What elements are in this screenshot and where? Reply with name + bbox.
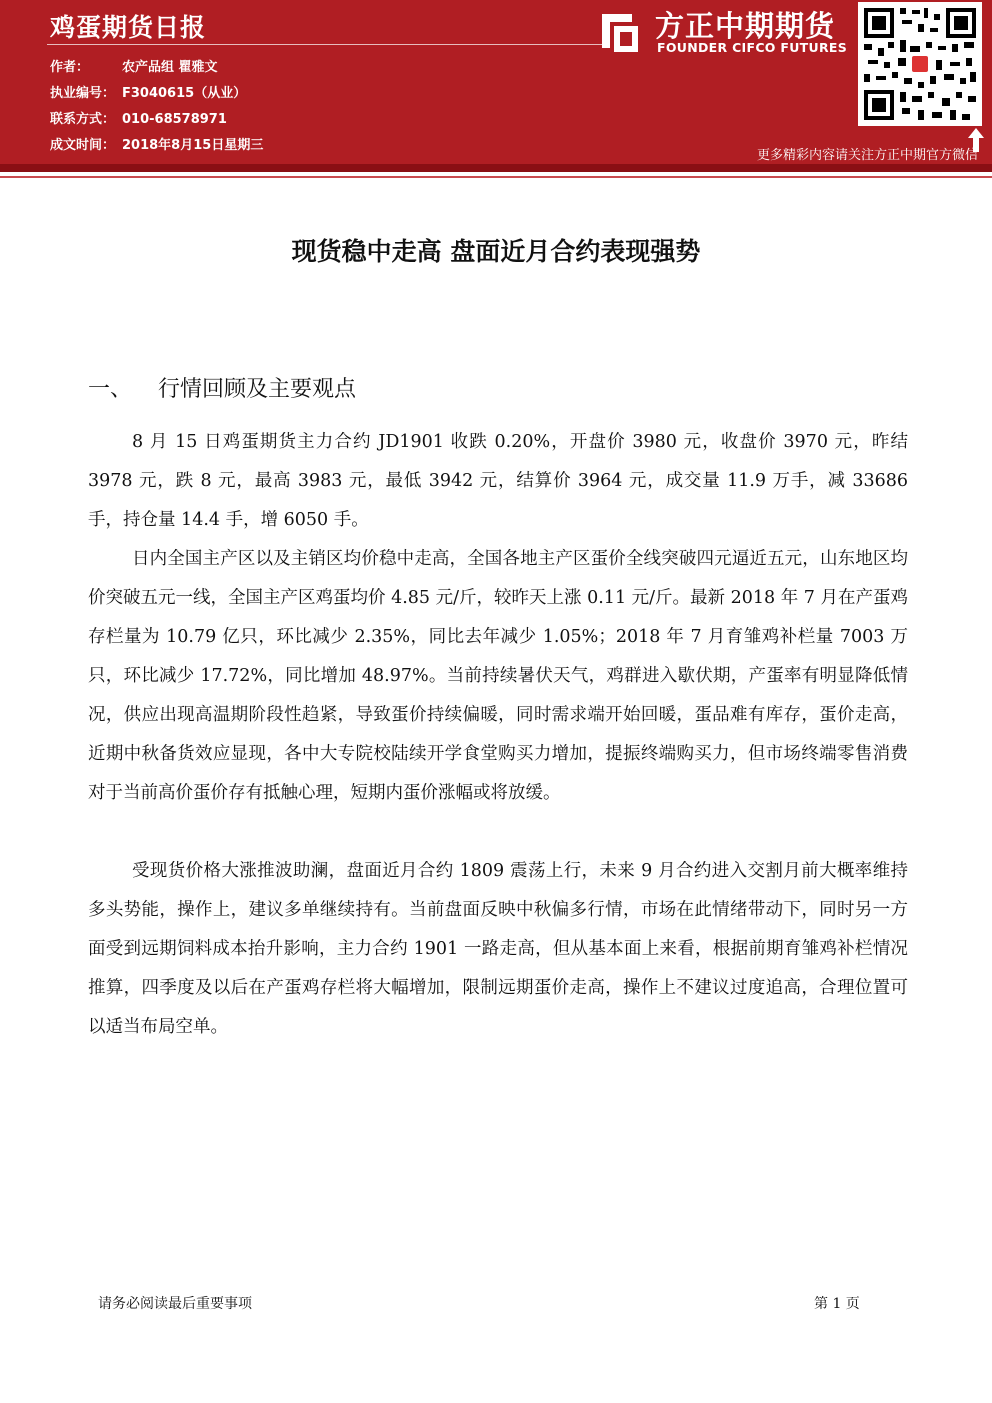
header-divider: [47, 44, 607, 45]
brand-name-cn: 方正中期期货: [655, 9, 836, 43]
meta-value: 农产品组 瞿雅文: [122, 60, 218, 75]
meta-label: 执业编号：: [50, 86, 116, 101]
follow-wechat-text: 更多精彩内容请关注方正中期官方微信: [756, 148, 978, 163]
section-title: 行情回顾及主要观点: [158, 377, 357, 402]
report-title: 鸡蛋期货日报: [50, 13, 207, 42]
meta-license: [50, 82, 246, 101]
meta-value: F3040615（从业）: [122, 86, 247, 101]
section-heading: [88, 372, 356, 403]
footer-notice: 请务必阅读最后重要事项: [98, 1296, 252, 1312]
paragraph-market-review: 8 月 15 日鸡蛋期货主力合约 JD1901 收跌 0.20%，开盘价 3980 元，收盘价 3970 元，昨结 3978 元，跌 8 元，最高 3983 元，最低 3942 元，结算价 3964 元，成交量 11.9 万手，减 33686 手，持仓量 14.4 手，增 6050 手。: [88, 432, 908, 530]
paragraph-strategy: 受现货价格大涨推波助澜，盘面近月合约 1809 震荡上行，未来 9 月合约进入交割月前大概率维持多头势能，操作上，建议多单继续持有。当前盘面反映中秋偏多行情，市场在此情绪带动下，同时另一方面受到远期饲料成本抬升影响，主力合约 1901 一路走高，但从基本面上来看，根据前期育雏鸡补栏情况推算，四季度及以后在产蛋鸡存栏将大幅增加，限制远期蛋价走高，操作上不建议过度追高，合理位置可以适当布局空单。: [88, 861, 908, 1037]
page-number: 第 1 页: [814, 1296, 860, 1312]
meta-label: 联系方式：: [50, 112, 116, 127]
brand-name-en: FOUNDER CIFCO FUTURES: [657, 40, 848, 55]
paragraph-spot-analysis: 日内全国主产区以及主销区均价稳中走高，全国各地主产区蛋价全线突破四元逼近五元，山东地区均价突破五元一线，全国主产区鸡蛋均价 4.85 元/斤，较昨天上涨 0.11 元/斤。最新 2018 年 7 月在产蛋鸡存栏量为 10.79 亿只，环比减少 2.35%，同比去年减少 1.05%；2018 年 7 月育雏鸡补栏量 7003 万只，环比减少 17.72%，同比增加 48.97%。当前持续暑伏天气，鸡群进入歇伏期，产蛋率有明显降低情况，供应出现高温期阶段性趋紧，导致蛋价持续偏暖，同时需求端开始回暖，蛋品难有库存，蛋价走高，近期中秋备货效应显现，各中大专院校陆续开学食堂购买力增加，提振终端购买力，但市场终端零售消费对于当前高价蛋价存有抵触心理，短期内蛋价涨幅或将放缓。: [88, 549, 908, 803]
meta-label: 作者：: [50, 60, 90, 75]
meta-author: [50, 56, 218, 75]
meta-label: 成文时间：: [50, 138, 116, 153]
qr-code-icon[interactable]: [858, 2, 982, 126]
meta-value: 010-68578971: [122, 112, 227, 127]
founder-logo-icon: [600, 8, 640, 52]
header-bottom-bar: [0, 164, 992, 172]
report-header: [0, 0, 992, 164]
document-title: 现货稳中走高 盘面近月合约表现强势: [291, 237, 701, 266]
meta-date: [50, 134, 263, 153]
meta-contact: [50, 108, 227, 127]
section-number: 一、: [88, 377, 133, 402]
meta-value: 2018年8月15日星期三: [122, 138, 264, 153]
header-bottom-line: [0, 176, 992, 178]
